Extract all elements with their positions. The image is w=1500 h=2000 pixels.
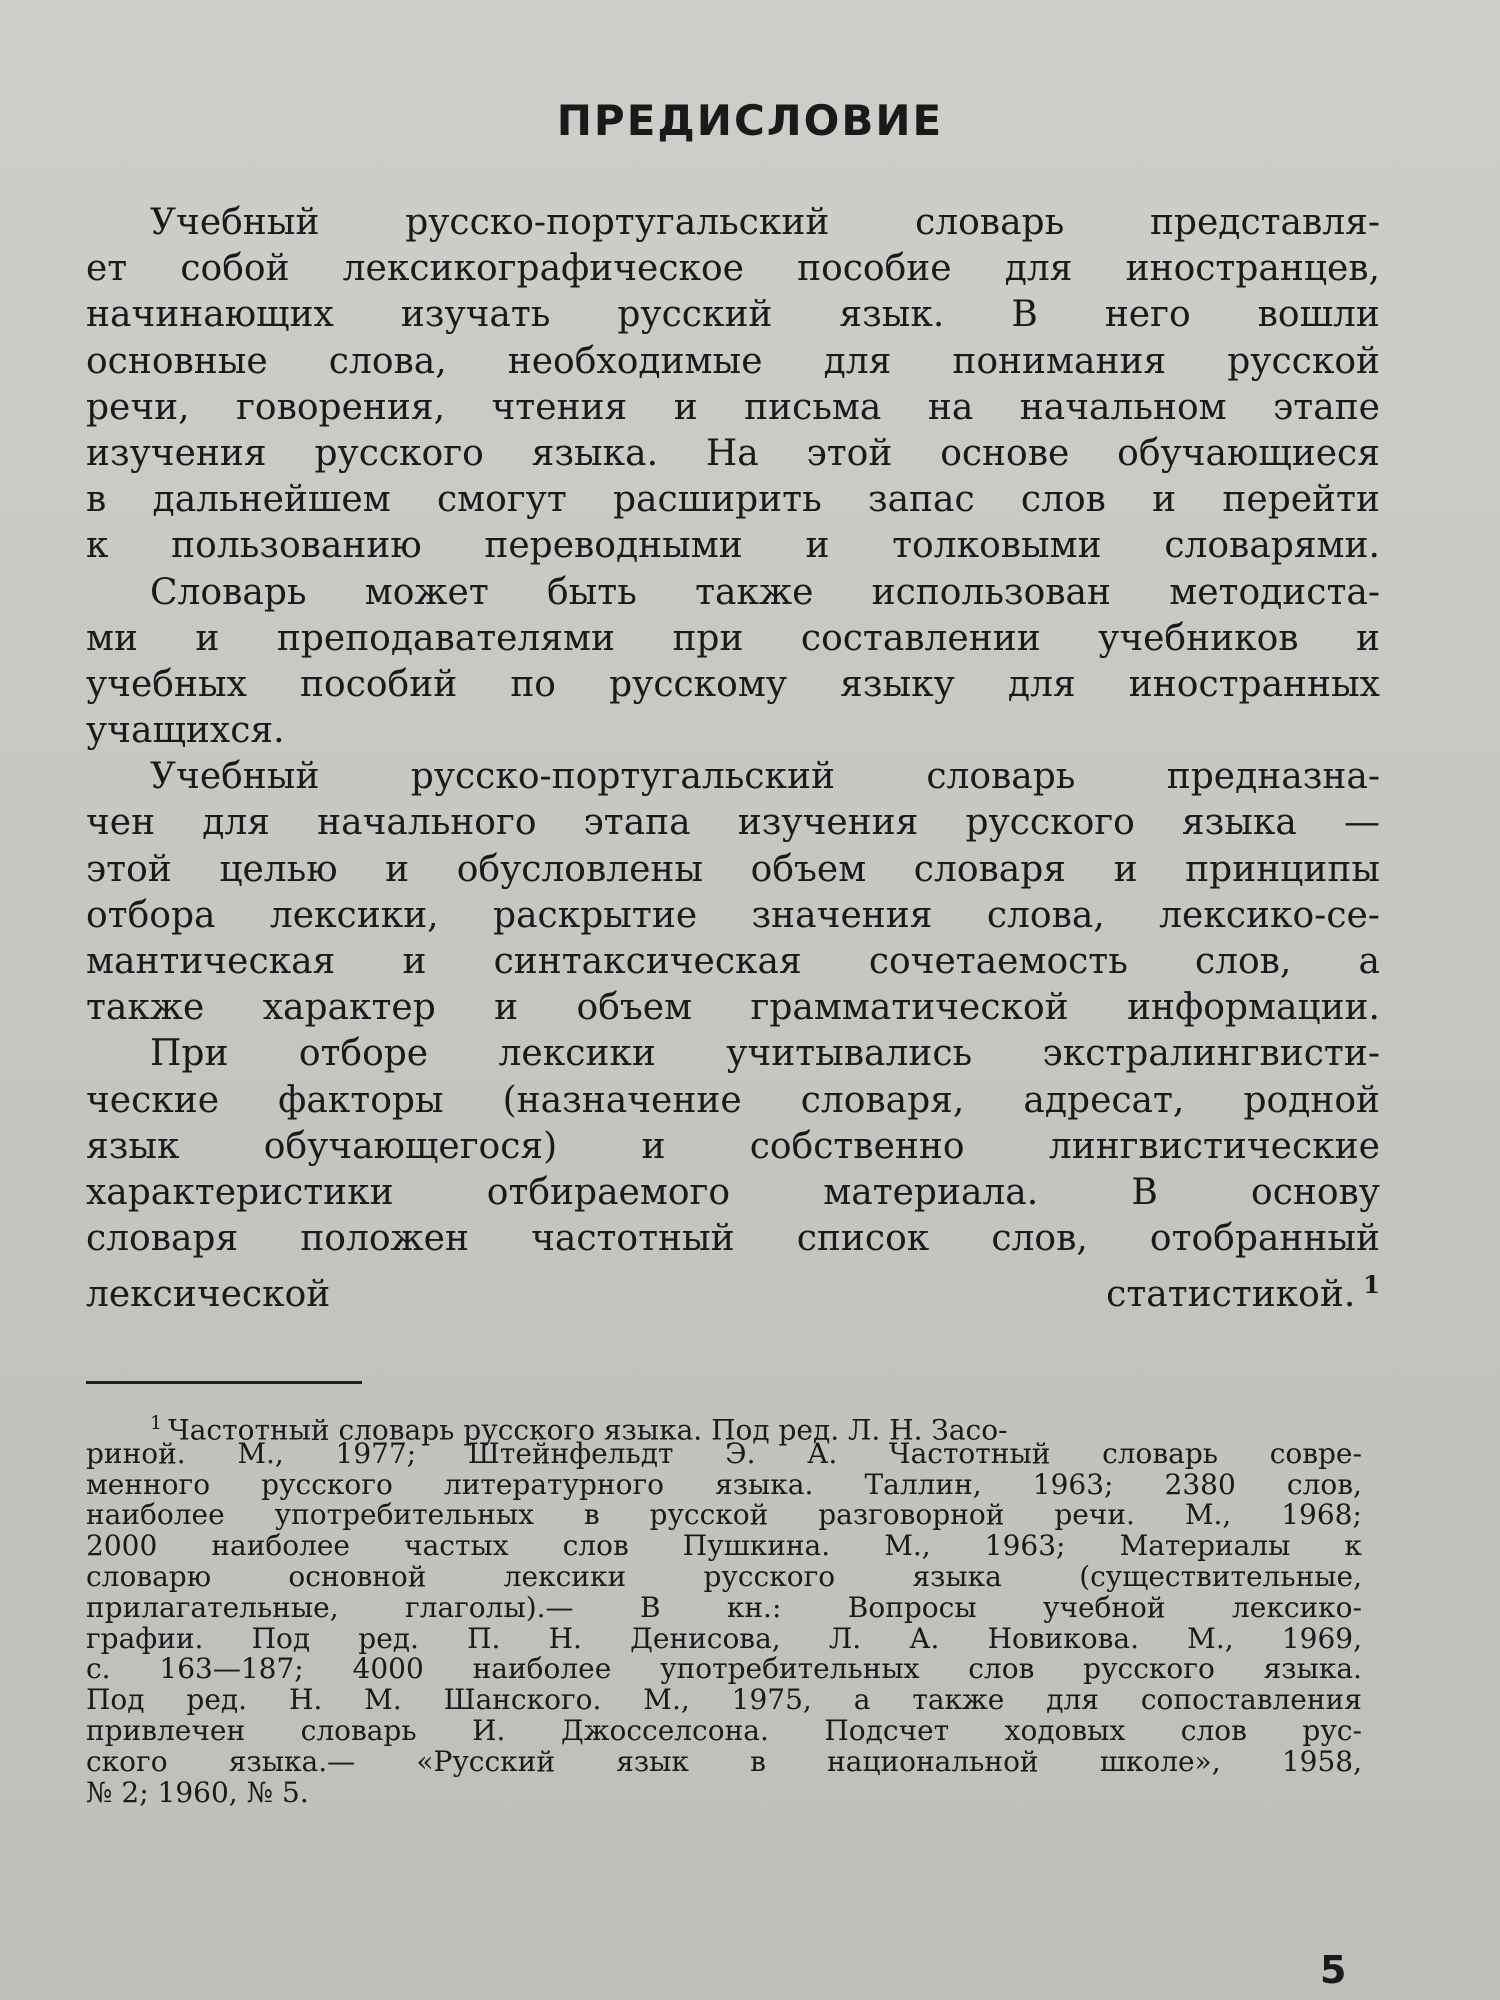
footnote-line-1 xyxy=(86,1408,1362,1447)
paragraph-1-line-4: основные слова, необходимые для понимания русской xyxy=(86,340,1380,382)
page-number: 5 xyxy=(1320,1948,1347,1992)
paragraph-1-line-8: к пользованию переводными и толковыми словарями. xyxy=(86,525,1380,567)
footnote-line-8: графии. Под ред. П. Н. Денисова, Л. А. Новикова. М., 1969, xyxy=(86,1621,1362,1655)
paragraph-4-line-4: характеристики отбираемого материала. В основу xyxy=(86,1171,1380,1213)
paragraph-1-line-2: ет собой лексикографическое пособие для иностранцев, xyxy=(86,248,1380,290)
paragraph-3-line-3: этой целью и обусловлены объем словаря и принципы xyxy=(86,848,1380,890)
paragraph-4-line-5: словаря положен частотный список слов, отобранный xyxy=(86,1218,1380,1260)
paragraph-1-line-7: в дальнейшем смогут расширить запас слов и перейти xyxy=(86,479,1380,521)
paragraph-4-line-2: ческие факторы (назначение словаря, адресат, родной xyxy=(86,1079,1380,1121)
footnote-line-6: словарю основной лексики русского языка (существительные, xyxy=(86,1559,1362,1593)
footnote-reference: 1 xyxy=(1363,1270,1380,1300)
footnote-line-13: № 2; 1960, № 5. xyxy=(86,1775,309,1809)
paragraph-1-line-3: начинающих изучать русский язык. В него вошли xyxy=(86,294,1380,336)
footnote-line-2: риной. М., 1977; Штейнфельдт Э. А. Частотный словарь совре- xyxy=(86,1436,1362,1470)
paragraph-2-line-4: учащихся. xyxy=(86,710,285,752)
paragraph-1-line-6: изучения русского языка. На этой основе обучающиеся xyxy=(86,432,1380,474)
paragraph-4-line-1: При отборе лексики учитывались экстралингвисти- xyxy=(150,1033,1380,1075)
paragraph-1-line-5: речи, говорения, чтения и письма на начальном этапе xyxy=(86,386,1380,428)
paragraph-3-line-4: отбора лексики, раскрытие значения слова, лексико-се- xyxy=(86,894,1380,936)
footnote-mark: 1 xyxy=(150,1412,163,1434)
footnote-line-4: наиболее употребительных в русской разговорной речи. М., 1968; xyxy=(86,1498,1362,1532)
paragraph-4-last-text: лексической статистикой. xyxy=(86,1274,1356,1316)
footnote xyxy=(86,1408,1362,1808)
paragraph-2-line-1: Словарь может быть также использован методиста- xyxy=(150,571,1380,613)
footnote-line-10: Под ред. Н. М. Шанского. М., 1975, а также для сопоставления xyxy=(86,1683,1362,1717)
preface-body xyxy=(86,200,1380,1316)
paragraph-2-line-3: учебных пособий по русскому языку для иностранных xyxy=(86,663,1380,705)
footnote-divider xyxy=(86,1381,362,1384)
footnote-line-1-text: Частотный словарь русского языка. Под ред. Л. Н. Засо- xyxy=(168,1413,1008,1447)
paragraph-3-line-6: также характер и объем грамматической информации. xyxy=(86,987,1380,1029)
footnote-line-9: с. 163—187; 4000 наиболее употребительных слов русского языка. xyxy=(86,1652,1362,1686)
paragraph-4-line-3: язык обучающегося) и собственно лингвистические xyxy=(86,1125,1380,1167)
paragraph-2-line-2: ми и преподавателями при составлении учебников и xyxy=(86,617,1380,659)
footnote-line-3: менного русского литературного языка. Таллин, 1963; 2380 слов, xyxy=(86,1467,1362,1501)
paragraph-4-line-6 xyxy=(86,1262,1380,1316)
page-heading: ПРЕДИСЛОВИЕ xyxy=(556,96,944,145)
footnote-line-11: привлечен словарь И. Джосселсона. Подсчет ходовых слов рус- xyxy=(86,1713,1362,1747)
paragraph-1-line-1: Учебный русско-португальский словарь представля- xyxy=(150,202,1380,243)
footnote-line-12: ского языка.— «Русский язык в национальной школе», 1958, xyxy=(86,1744,1362,1778)
paragraph-3-line-5: мантическая и синтаксическая сочетаемость слов, а xyxy=(86,941,1380,982)
footnote-line-7: прилагательные, глаголы).— В кн.: Вопросы учебной лексико- xyxy=(86,1590,1362,1624)
footnote-line-5: 2000 наиболее частых слов Пушкина. М., 1963; Материалы к xyxy=(86,1529,1362,1563)
paragraph-3-line-1: Учебный русско-португальский словарь предназна- xyxy=(150,756,1380,798)
paragraph-3-line-2: чен для начального этапа изучения русского языка — xyxy=(86,802,1380,844)
